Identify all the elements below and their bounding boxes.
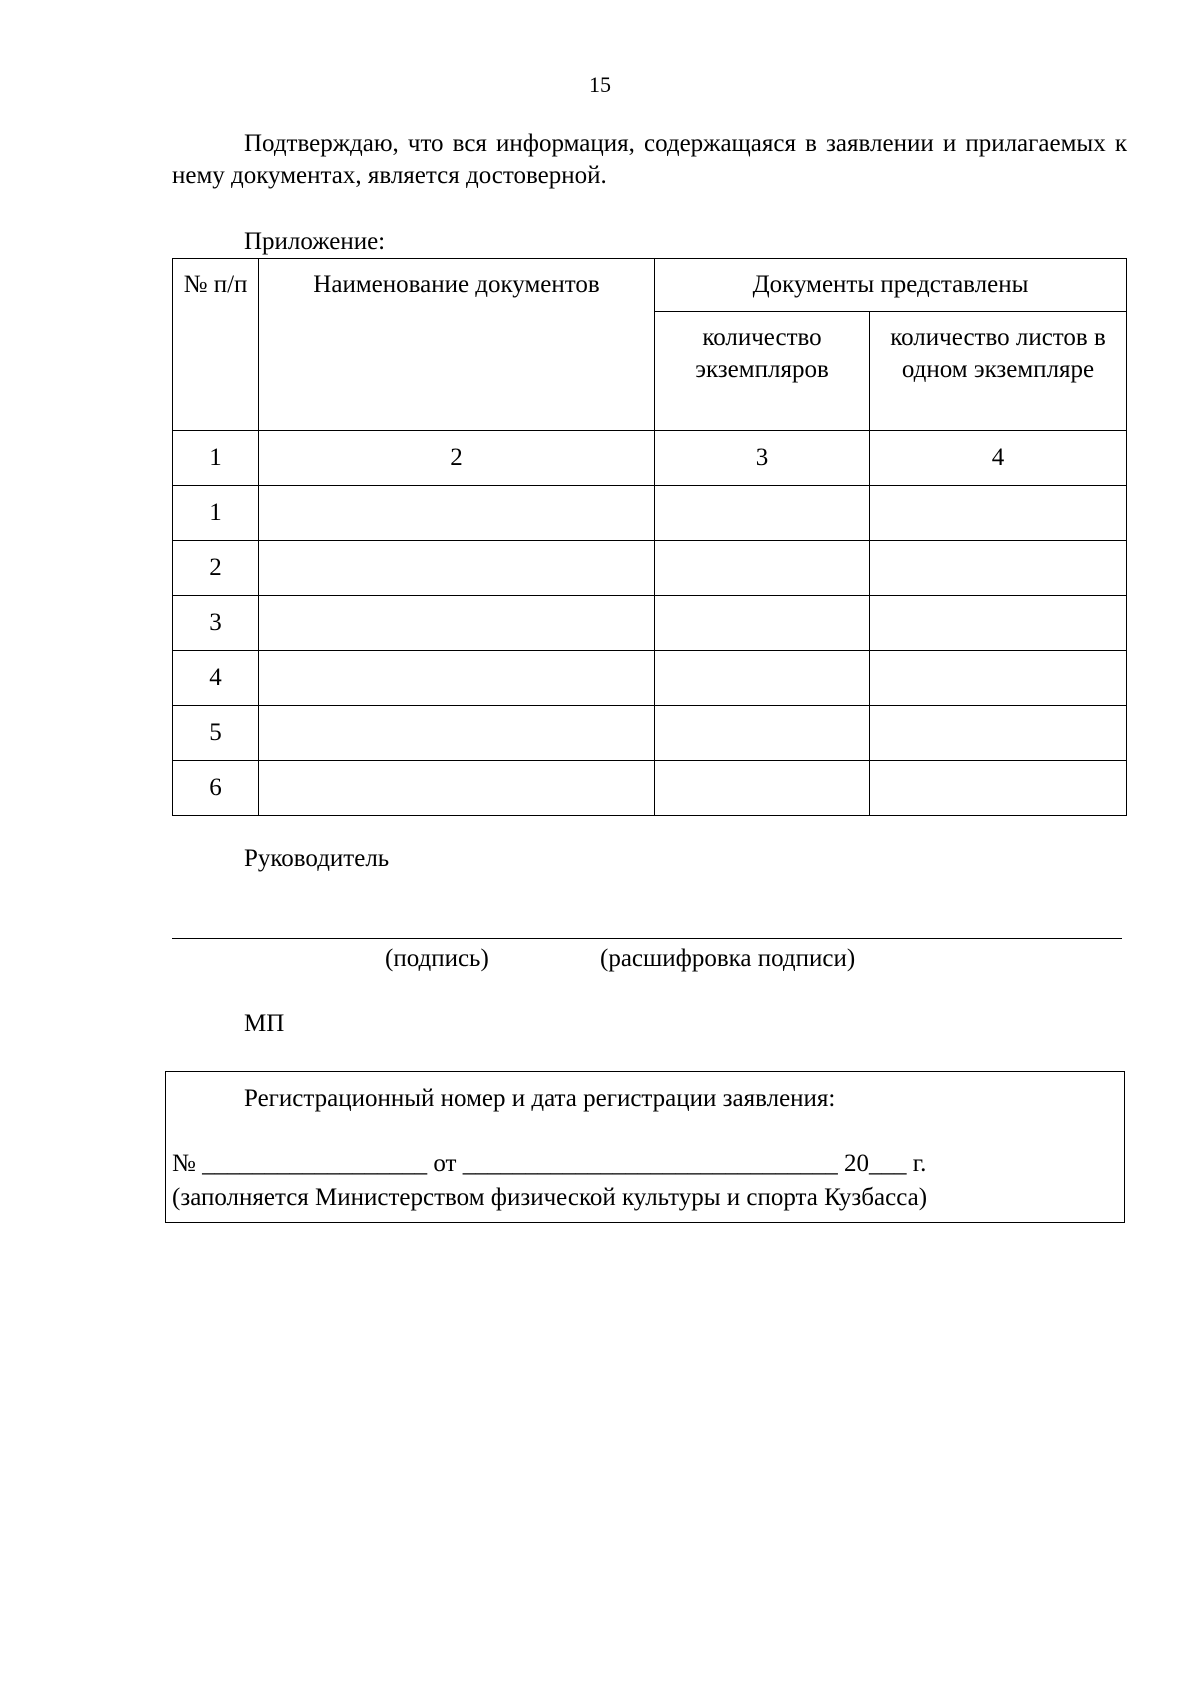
document-name-cell (259, 486, 655, 541)
header-copies-count: количество экземпляров (655, 312, 870, 431)
director-label: Руководитель (244, 845, 390, 872)
header-sheets-count: количество листов в одном экземпляре (870, 312, 1127, 431)
signature-caption: (подпись) (385, 945, 489, 972)
document-name-cell (259, 706, 655, 761)
column-number-cell: 4 (870, 431, 1127, 486)
column-number-cell: 1 (173, 431, 259, 486)
row-number: 1 (173, 486, 259, 541)
row-number: 5 (173, 706, 259, 761)
copies-cell (655, 761, 870, 816)
header-number: № п/п (173, 259, 259, 431)
sheets-cell (870, 486, 1127, 541)
from-label: от (433, 1150, 457, 1177)
date-blank: ______________________________ (462, 1150, 838, 1177)
year-prefix: 20 (843, 1150, 869, 1177)
registration-note: (заполняется Министерством физической культуры и спорта Кузбасса) (172, 1184, 928, 1211)
sheets-cell (870, 761, 1127, 816)
header-documents-presented: Документы представлены (655, 259, 1127, 312)
number-sign: № (172, 1150, 196, 1177)
year-blank: ___ (868, 1150, 907, 1177)
document-name-cell (259, 596, 655, 651)
table-row (173, 596, 1127, 651)
table-row (173, 486, 1127, 541)
registration-number-line (172, 1150, 926, 1178)
document-name-cell (259, 651, 655, 706)
table-header-row (173, 259, 1127, 312)
copies-cell (655, 486, 870, 541)
row-number: 3 (173, 596, 259, 651)
row-number: 2 (173, 541, 259, 596)
copies-cell (655, 651, 870, 706)
copies-cell (655, 596, 870, 651)
document-name-cell (259, 761, 655, 816)
table-row (173, 541, 1127, 596)
table-row (173, 651, 1127, 706)
row-number: 4 (173, 651, 259, 706)
documents-table (172, 258, 1127, 816)
stamp-label: МП (244, 1010, 285, 1037)
copies-cell (655, 706, 870, 761)
page-number: 15 (589, 72, 611, 97)
registration-title: Регистрационный номер и дата регистрации заявления: (244, 1085, 836, 1112)
column-number-cell: 2 (259, 431, 655, 486)
sheets-cell (870, 651, 1127, 706)
sheets-cell (870, 541, 1127, 596)
sheets-cell (870, 706, 1127, 761)
document-name-cell (259, 541, 655, 596)
sheets-cell (870, 596, 1127, 651)
copies-cell (655, 541, 870, 596)
table-row (173, 761, 1127, 816)
number-blank: __________________ (202, 1150, 428, 1177)
signature-line (172, 938, 1122, 939)
row-number: 6 (173, 761, 259, 816)
column-number-cell: 3 (655, 431, 870, 486)
header-document-name: Наименование документов (259, 259, 655, 431)
table-row (173, 706, 1127, 761)
appendix-label: Приложение: (244, 228, 386, 255)
confirmation-paragraph: Подтверждаю, что вся информация, содержащаяся в заявлении и прилагаемых к нему документах, является достоверной. (172, 130, 1127, 189)
year-suffix: г. (912, 1150, 927, 1177)
column-numbering-row (173, 431, 1127, 486)
signature-decode-caption: (расшифровка подписи) (600, 945, 856, 972)
